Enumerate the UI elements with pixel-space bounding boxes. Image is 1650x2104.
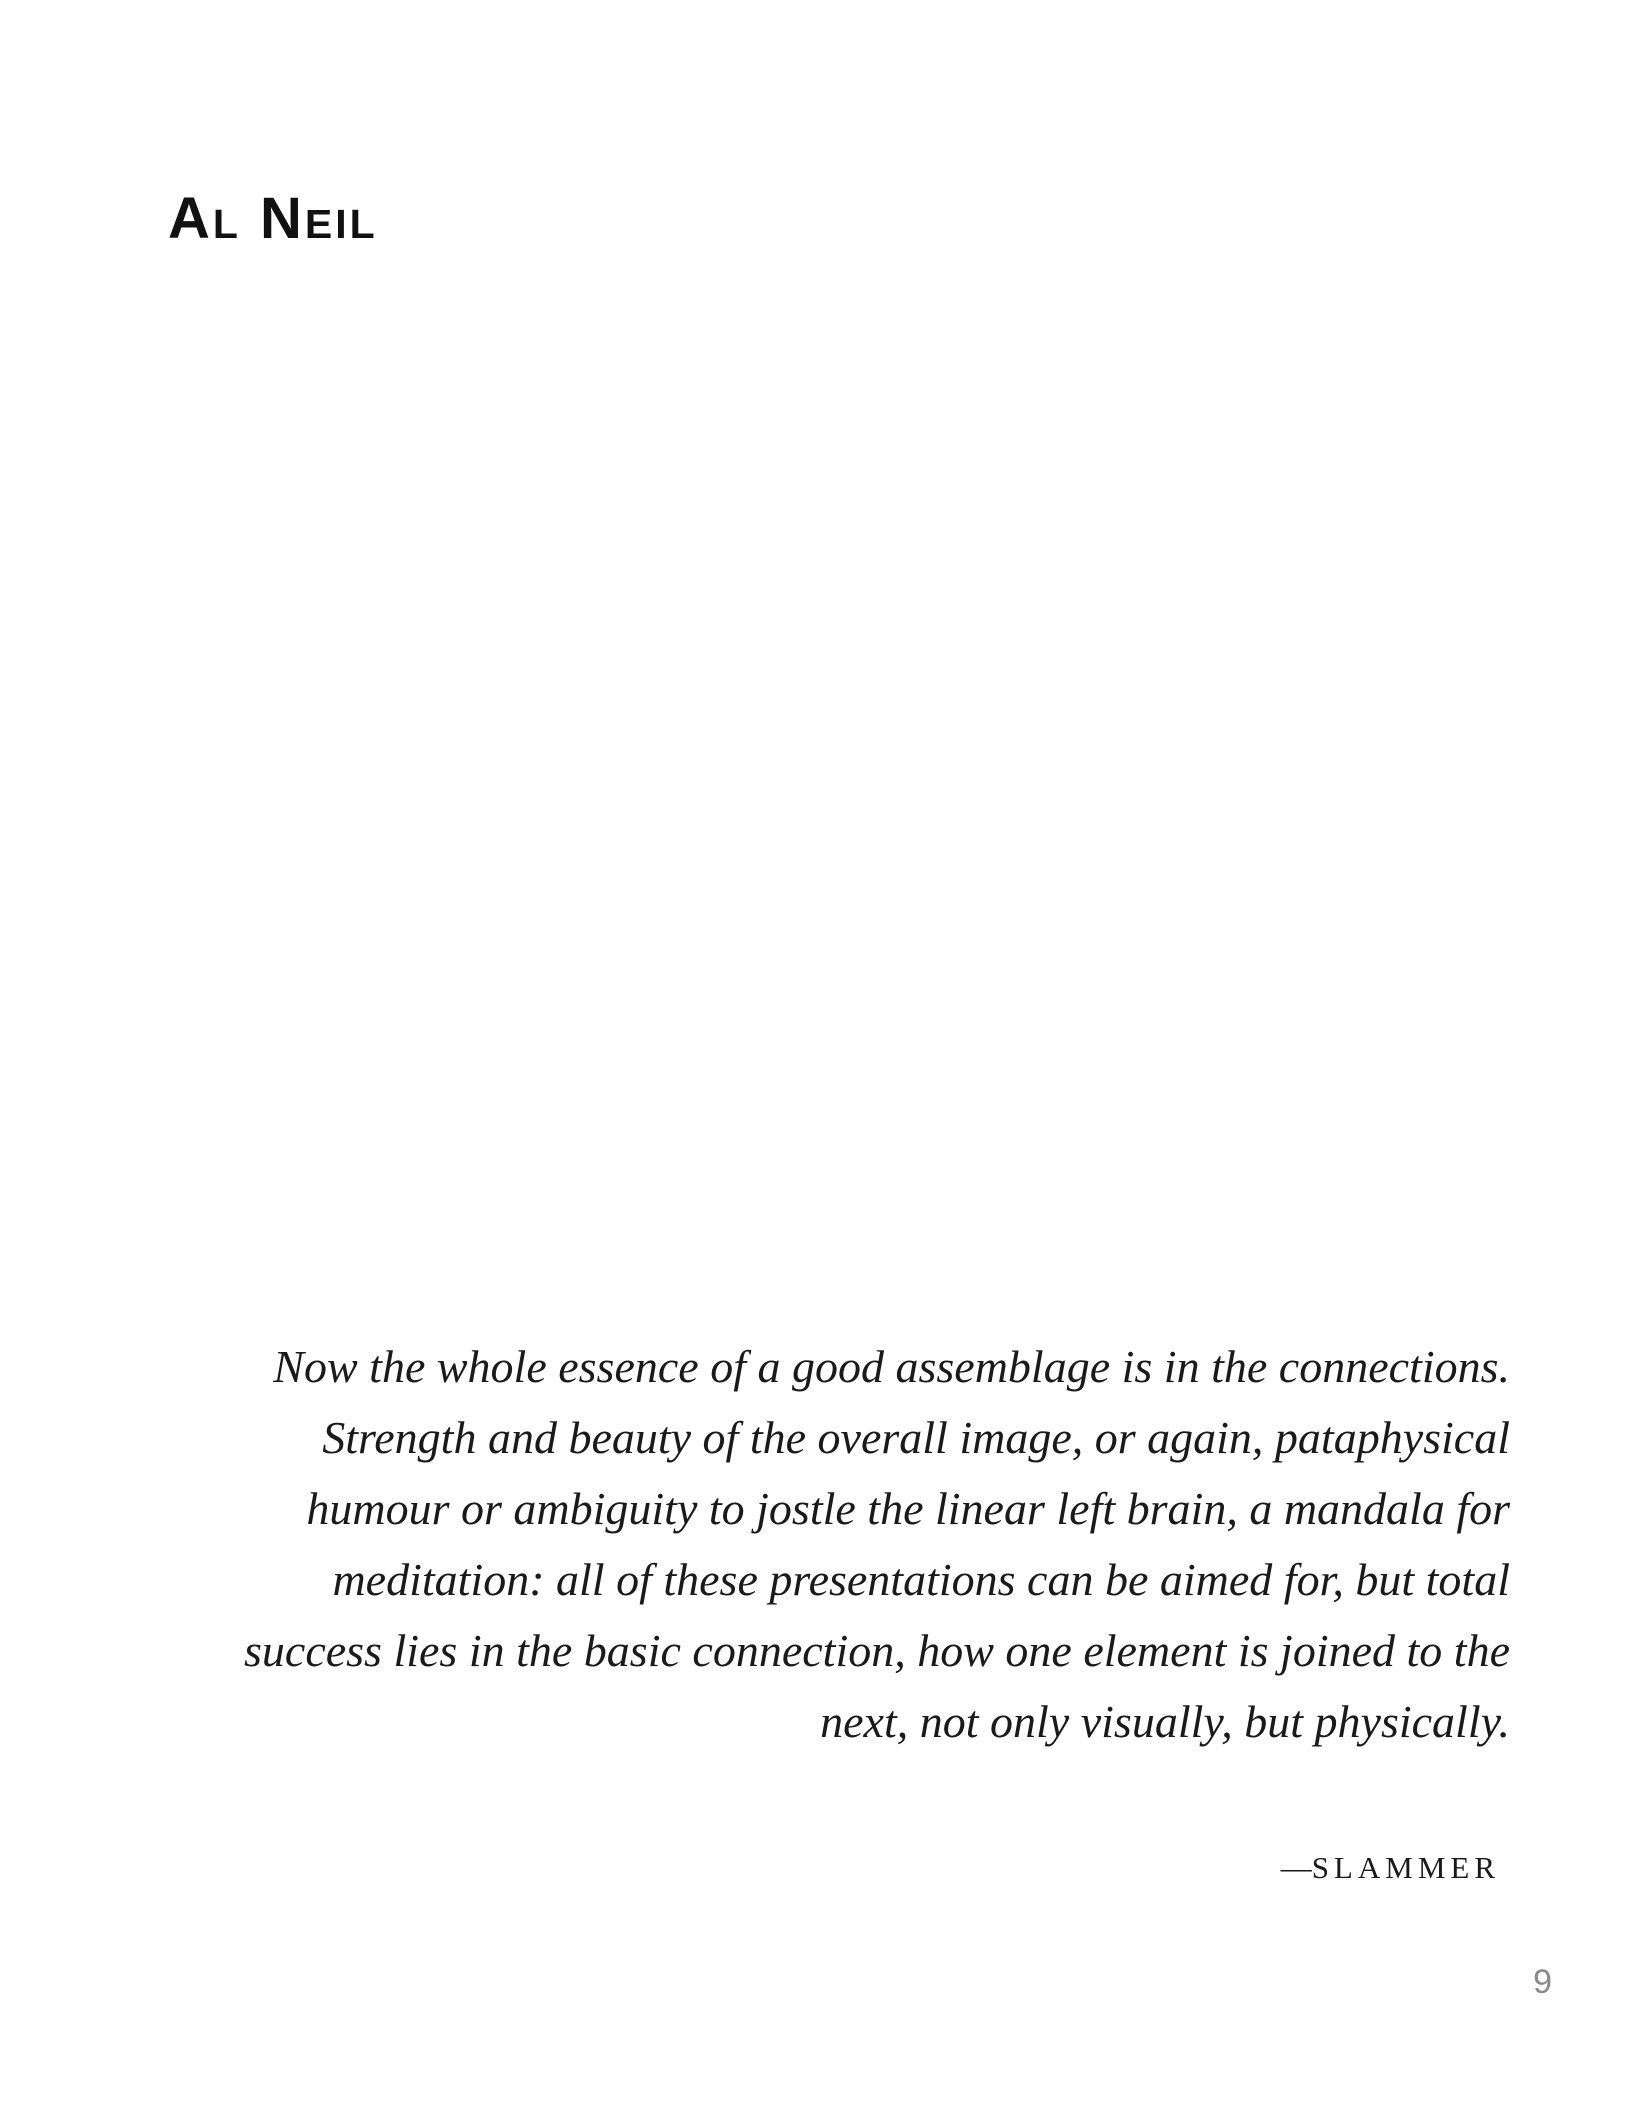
quote-attribution [1281, 1850, 1500, 1886]
page-number: 9 [1533, 1963, 1552, 2001]
quote-line: humour or ambiguity to jostle the linear left brain, a mandala for [306, 1483, 1510, 1534]
quote-line: Now the whole essence of a good assemblage is in the connections. [273, 1341, 1510, 1392]
quote-line: meditation: all of these presentations can be aimed for, but total [332, 1554, 1510, 1605]
attribution-dash: — [1280, 1850, 1312, 1885]
quote-line: success lies in the basic connection, how one element is joined to the [244, 1625, 1510, 1676]
epigraph-quote [170, 1331, 1510, 1757]
quote-line: Strength and beauty of the overall image, or again, pataphysical [322, 1412, 1510, 1463]
quote-line: next, not only visually, but physically. [820, 1696, 1510, 1747]
attribution-source: SLAMMER [1311, 1850, 1500, 1885]
section-heading: Al Neil [168, 186, 378, 251]
